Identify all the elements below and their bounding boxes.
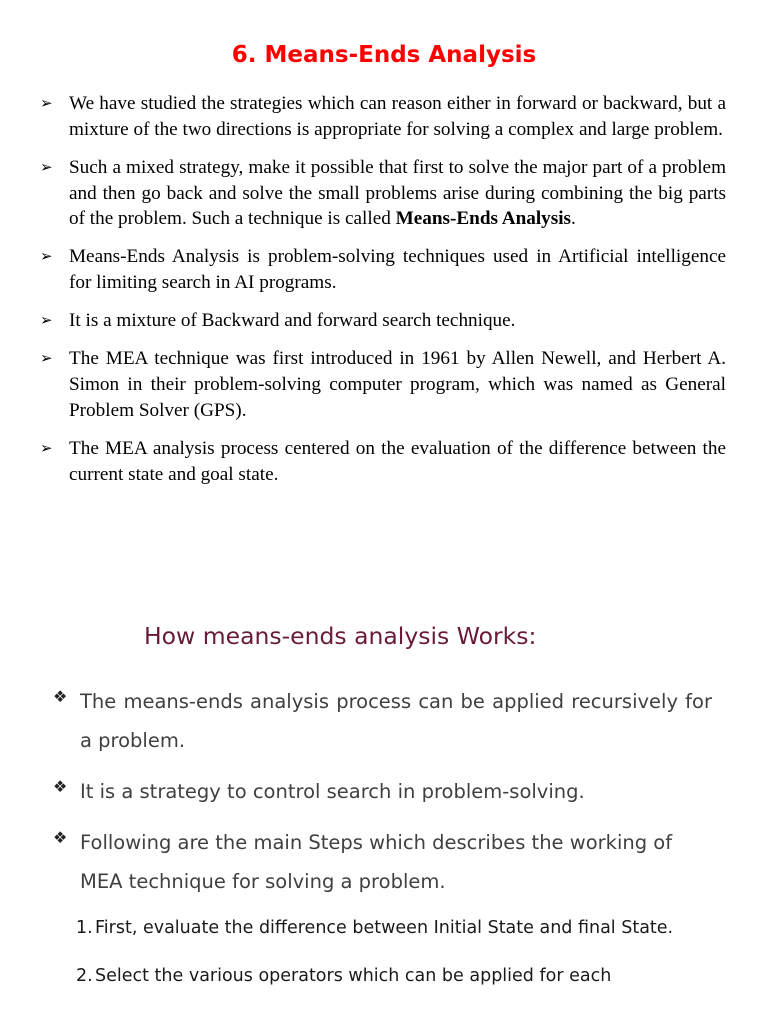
list-item-text: The MEA technique was first introduced in 1961 by Allen Newell, and Herbert A. Simon in their problem-solving computer program, which was named as General Problem Solver (GPS).: [69, 348, 726, 421]
arrowhead-bullet-icon: ➢: [40, 438, 53, 457]
list-item-text: It is a mixture of Backward and forward search technique.: [69, 310, 516, 332]
list-item-text: Means-Ends Analysis is problem-solving techniques used in Artificial intelligence for limiting search in AI programs.: [69, 246, 726, 294]
list-item-text: It is a strategy to control search in problem-solving.: [80, 780, 585, 803]
list-item-text-part: Such a mixed strategy, make it possible that first to solve the major part of a problem and then go back and solve the small problems arise during combining the big parts of the problem. Such a technique is called: [69, 156, 726, 230]
step-text: First, evaluate the difference between Initial State and final State.: [95, 918, 674, 938]
arrowhead-bullet-icon: ➢: [40, 247, 53, 266]
list-item: [0, 346, 768, 423]
arrowhead-bullet-icon: ➢: [40, 94, 53, 112]
step-number: 2.: [76, 966, 93, 986]
step-number: 1.: [76, 918, 93, 938]
list-item-text: The means-ends analysis process can be applied recursively for a problem.: [80, 690, 712, 752]
page-title: 6. Means-Ends Analysis: [231, 42, 537, 68]
list-item: [0, 308, 768, 334]
section-heading: How means-ends analysis Works:: [144, 622, 537, 650]
list-item: [0, 244, 768, 296]
list-item-text: The MEA analysis process centered on the evaluation of the difference between the current state and goal state.: [69, 437, 726, 485]
list-item: [0, 155, 768, 232]
arrowhead-bullet-icon: ➢: [40, 311, 53, 330]
list-item: [0, 91, 768, 143]
list-item: [0, 682, 768, 760]
step-text: Select the various operators which can be applied for each: [95, 966, 612, 986]
arrowhead-bullet-icon: ➢: [40, 349, 53, 368]
diamond-bullet-icon: ❖: [53, 777, 68, 796]
intro-bullet-list: [0, 91, 768, 499]
diamond-bullet-icon: ❖: [53, 828, 68, 847]
arrowhead-bullet-icon: ➢: [40, 157, 53, 176]
list-item: [0, 436, 768, 488]
works-bullet-list: [0, 682, 768, 913]
list-item: [0, 823, 768, 901]
diamond-bullet-icon: ❖: [53, 687, 68, 706]
list-item-text-part: .: [571, 208, 576, 230]
step-item: [0, 911, 768, 945]
list-item-text: [69, 155, 726, 232]
list-item-text: Following are the main Steps which describes the working of MEA technique for solving a problem.: [80, 831, 673, 893]
bold-term: Means-Ends Analysis: [395, 208, 572, 230]
steps-list: [0, 911, 768, 1007]
step-item: [0, 959, 768, 993]
list-item-text: We have studied the strategies which can reason either in forward or backward, but a mixture of the two directions is appropriate for solving a complex and large problem.: [69, 93, 726, 140]
list-item: [0, 772, 768, 811]
